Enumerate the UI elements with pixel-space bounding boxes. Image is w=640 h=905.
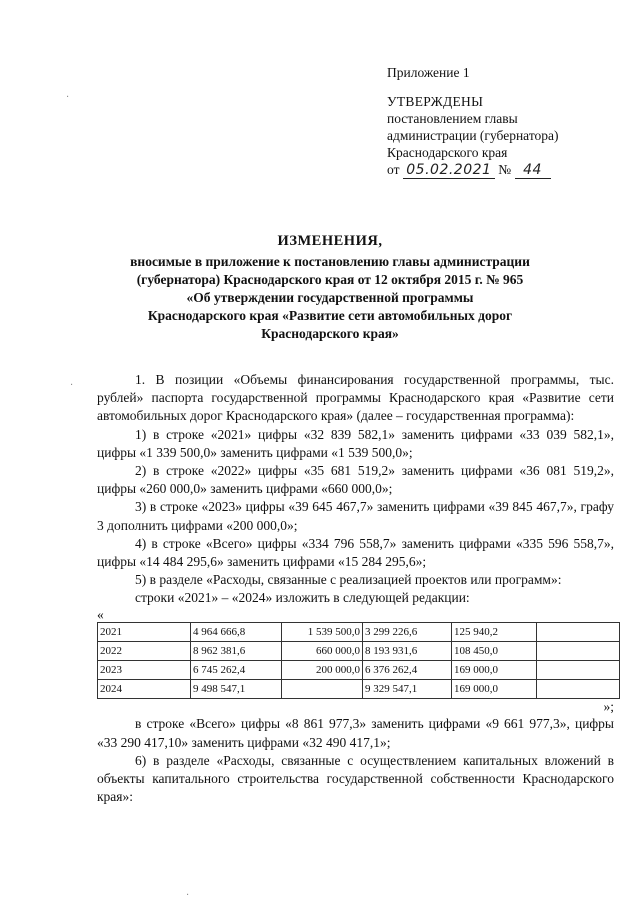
table-cell bbox=[537, 661, 620, 680]
table-cell: 2021 bbox=[98, 622, 191, 641]
paragraph-5: 4) в строке «Всего» цифры «334 796 558,7» заменить цифрами «335 596 558,7», цифры «14 484 295,6» заменить цифрами «15 284 295,6»; bbox=[97, 535, 614, 570]
title-line-1: вносимые в приложение к постановлению главы администрации bbox=[130, 254, 530, 269]
approval-header bbox=[387, 64, 627, 179]
title-main: ИЗМЕНЕНИЯ, bbox=[277, 233, 383, 249]
table-row bbox=[98, 622, 620, 641]
approval-line-1: постановлением главы bbox=[387, 111, 518, 126]
table-cell: 169 000,0 bbox=[452, 680, 537, 699]
table-cell: 2022 bbox=[98, 641, 191, 660]
appendix-label: Приложение 1 bbox=[387, 65, 470, 80]
table-cell: 200 000,0 bbox=[282, 661, 363, 680]
table-cell bbox=[537, 680, 620, 699]
number-value: 44 bbox=[515, 163, 551, 179]
table-cell: 4 964 666,8 bbox=[191, 622, 282, 641]
number-sign: № bbox=[498, 162, 512, 177]
quote-close: »; bbox=[603, 699, 614, 715]
table-cell: 125 940,2 bbox=[452, 622, 537, 641]
table-row bbox=[98, 680, 620, 699]
title-line-3: «Об утверждении государственной программы bbox=[186, 290, 474, 305]
paragraph-2: 1) в строке «2021» цифры «32 839 582,1» заменить цифрами «33 039 582,1», цифры «1 339 500,0» заменить цифрами «1 539 500,0»; bbox=[97, 426, 614, 460]
paragraph-8: в строке «Всего» цифры «8 861 977,3» заменить цифрами «9 661 977,3», цифры «33 290 417,10» заменить цифрами «32 490 417,1»; bbox=[97, 716, 614, 750]
approval-line-2: администрации (губернатора) bbox=[387, 128, 559, 143]
table-row bbox=[98, 641, 620, 660]
table-cell: 8 962 381,6 bbox=[191, 641, 282, 660]
table-cell: 2023 bbox=[98, 661, 191, 680]
scan-speck: · bbox=[186, 890, 190, 901]
document-body bbox=[97, 371, 614, 806]
title-line-4: Краснодарского края «Развитие сети автомобильных дорог bbox=[147, 308, 513, 323]
table-cell: 3 299 226,6 bbox=[363, 622, 452, 641]
paragraph-3: 2) в строке «2022» цифры «35 681 519,2» заменить цифрами «36 081 519,2», цифры «260 000,0» заменить цифрами «660 000,0»; bbox=[97, 463, 614, 497]
approval-date-line bbox=[387, 161, 627, 179]
date-value: 05.02.2021 bbox=[403, 163, 495, 179]
paragraph-7: строки «2021» – «2024» изложить в следующей редакции: bbox=[135, 590, 470, 606]
approval-line-3: Краснодарского края bbox=[387, 145, 508, 160]
table-cell: 108 450,0 bbox=[452, 641, 537, 660]
approved-label: УТВЕРЖДЕНЫ bbox=[387, 94, 484, 109]
table-cell bbox=[537, 622, 620, 641]
table-cell: 9 329 547,1 bbox=[363, 680, 452, 699]
table-row bbox=[98, 661, 620, 680]
paragraph-9: 6) в разделе «Расходы, связанные с осуществлением капитальных вложений в объекты капитального строительства государственной собственности Краснодарского края»: bbox=[97, 752, 614, 805]
paragraph-1: 1. В позиции «Объемы финансирования государственной программы, тыс. рублей» паспорта государственной программы Краснодарского края «Развитие сети автомобильных дорог Краснодарского края» (далее – государственная программа): bbox=[97, 372, 614, 424]
date-prefix: от bbox=[387, 162, 400, 177]
scan-speck: · bbox=[66, 92, 70, 103]
table-cell: 2024 bbox=[98, 680, 191, 699]
table-cell: 660 000,0 bbox=[282, 641, 363, 660]
title-line-5: Краснодарского края» bbox=[261, 326, 399, 341]
financing-table bbox=[97, 622, 620, 700]
paragraph-4: 3) в строке «2023» цифры «39 645 467,7» заменить цифрами «39 845 467,7», графу 3 дополнить цифрами «200 000,0»; bbox=[97, 499, 614, 533]
table-cell: 6 376 262,4 bbox=[363, 661, 452, 680]
table-cell: 169 000,0 bbox=[452, 661, 537, 680]
table-cell: 9 498 547,1 bbox=[191, 680, 282, 699]
table-cell: 8 193 931,6 bbox=[363, 641, 452, 660]
title-line-2: (губернатора) Краснодарского края от 12 октября 2015 г. № 965 bbox=[136, 272, 524, 287]
scan-speck: · bbox=[70, 380, 74, 391]
table-cell: 1 539 500,0 bbox=[282, 622, 363, 641]
table-cell: 6 745 262,4 bbox=[191, 661, 282, 680]
table-cell bbox=[537, 641, 620, 660]
table-cell bbox=[282, 680, 363, 699]
document-title bbox=[80, 232, 580, 343]
paragraph-6: 5) в разделе «Расходы, связанные с реализацией проектов или программ»: bbox=[135, 572, 562, 588]
quote-open: « bbox=[97, 606, 104, 622]
